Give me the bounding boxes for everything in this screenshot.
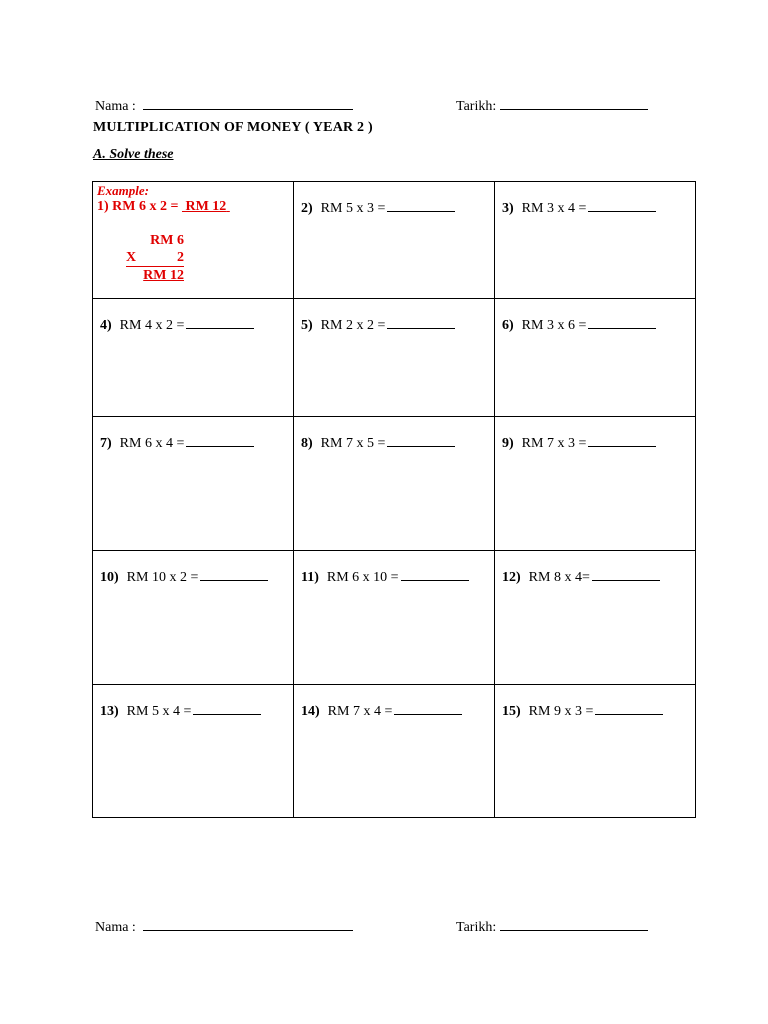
date-field-bottom[interactable] — [456, 918, 648, 936]
question-text: RM 9 x 3 = — [528, 704, 594, 719]
question-text: RM 6 x 4 = — [119, 436, 185, 451]
date-line[interactable] — [500, 97, 648, 110]
answer-blank[interactable] — [588, 434, 656, 447]
answer-blank[interactable] — [387, 316, 455, 329]
example-working — [126, 232, 184, 284]
example-cell — [93, 182, 294, 299]
answer-blank[interactable] — [401, 568, 469, 581]
question-cell[interactable]: 2) RM 5 x 3 = — [294, 182, 495, 299]
question-grid — [92, 181, 696, 818]
section-heading: A. Solve these — [93, 147, 174, 162]
example-answer: RM 12 — [185, 199, 227, 214]
answer-blank[interactable] — [193, 702, 261, 715]
question-cell[interactable]: 3) RM 3 x 4 = — [495, 182, 696, 299]
question-text: RM 3 x 6 = — [521, 318, 587, 333]
question-text: RM 7 x 4 = — [327, 704, 393, 719]
question-cell[interactable]: 13) RM 5 x 4 = — [93, 685, 294, 818]
question-cell[interactable]: 15) RM 9 x 3 = — [495, 685, 696, 818]
answer-blank[interactable] — [588, 199, 656, 212]
example-question — [97, 199, 230, 215]
question-text: RM 10 x 2 = — [126, 570, 199, 585]
answer-blank[interactable] — [387, 199, 455, 212]
question-text: RM 5 x 3 = — [320, 201, 386, 216]
date-label: Tarikh: — [456, 99, 497, 114]
question-cell[interactable]: 11) RM 6 x 10 = — [294, 551, 495, 685]
question-cell[interactable]: 5) RM 2 x 2 = — [294, 299, 495, 417]
answer-blank[interactable] — [200, 568, 268, 581]
name-line[interactable] — [143, 97, 353, 110]
question-text: RM 2 x 2 = — [320, 318, 386, 333]
question-text: RM 7 x 3 = — [521, 436, 587, 451]
question-text: RM 6 x 10 = — [326, 570, 399, 585]
example-question-text: RM 6 x 2 = — [112, 199, 179, 214]
question-text: RM 8 x 4= — [528, 570, 590, 585]
question-text: RM 5 x 4 = — [126, 704, 192, 719]
page-title: MULTIPLICATION OF MONEY ( YEAR 2 ) — [93, 120, 373, 135]
example-number: 1) — [97, 199, 109, 214]
answer-blank[interactable] — [595, 702, 663, 715]
date-field-top[interactable] — [456, 97, 648, 115]
question-cell[interactable]: 10) RM 10 x 2 = — [93, 551, 294, 685]
date-label: Tarikh: — [456, 920, 497, 935]
question-text: RM 7 x 5 = — [320, 436, 386, 451]
name-line[interactable] — [143, 918, 353, 931]
question-cell[interactable]: 7) RM 6 x 4 = — [93, 417, 294, 551]
answer-blank[interactable] — [588, 316, 656, 329]
example-label: Example: — [97, 183, 149, 198]
answer-blank[interactable] — [186, 316, 254, 329]
example-work-result: RM 12 — [143, 268, 184, 283]
question-cell[interactable]: 6) RM 3 x 6 = — [495, 299, 696, 417]
answer-blank[interactable] — [186, 434, 254, 447]
date-line[interactable] — [500, 918, 648, 931]
question-cell[interactable]: 8) RM 7 x 5 = — [294, 417, 495, 551]
example-work-top: RM 6 — [150, 233, 184, 248]
question-cell[interactable]: 4) RM 4 x 2 = — [93, 299, 294, 417]
question-text: RM 4 x 2 = — [119, 318, 185, 333]
question-text: RM 3 x 4 = — [521, 201, 587, 216]
name-field-bottom[interactable] — [95, 918, 353, 936]
answer-blank[interactable] — [394, 702, 462, 715]
answer-blank[interactable] — [387, 434, 455, 447]
answer-blank[interactable] — [592, 568, 660, 581]
example-work-multiplier: X 2 — [126, 250, 184, 265]
name-label: Nama : — [95, 920, 136, 935]
question-cell[interactable]: 12) RM 8 x 4= — [495, 551, 696, 685]
question-cell[interactable]: 9) RM 7 x 3 = — [495, 417, 696, 551]
question-cell[interactable]: 14) RM 7 x 4 = — [294, 685, 495, 818]
name-field-top[interactable] — [95, 97, 353, 115]
name-label: Nama : — [95, 99, 136, 114]
